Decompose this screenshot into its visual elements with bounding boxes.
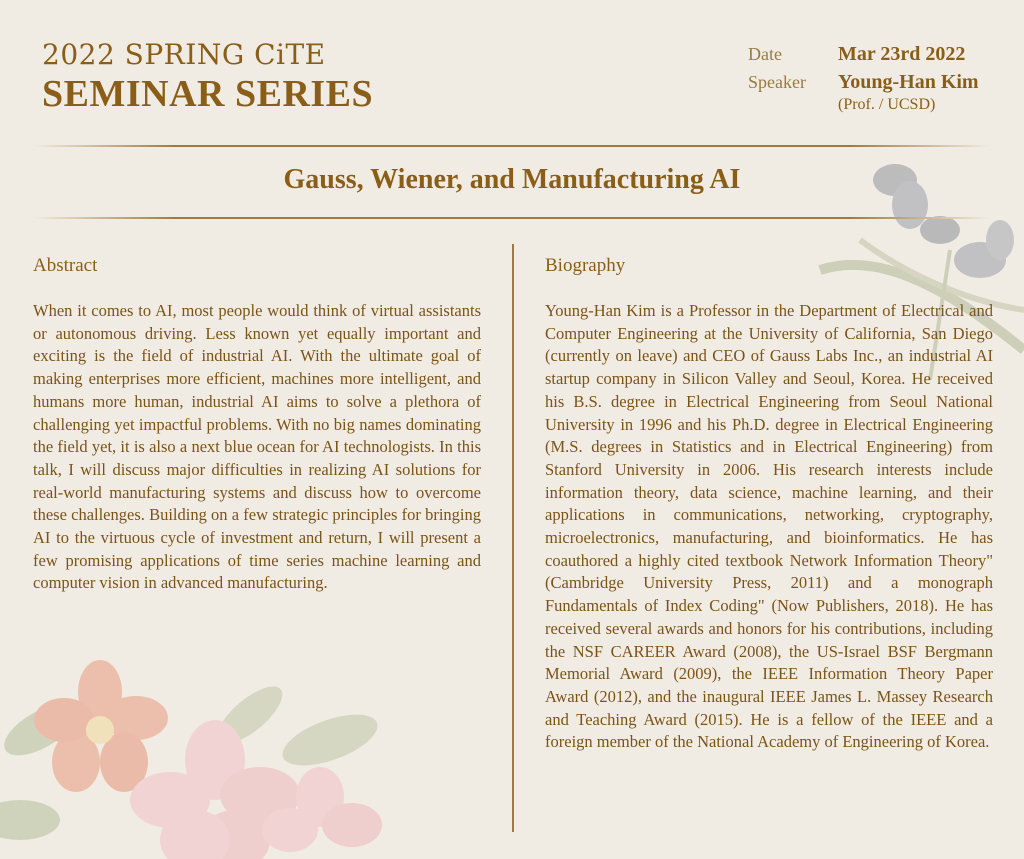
speaker-row <box>748 68 979 96</box>
talk-title: Gauss, Wiener, and Manufacturing AI <box>283 164 741 195</box>
speaker-affiliation: (Prof. / UCSD) <box>838 96 936 113</box>
date-row <box>748 40 979 68</box>
title-divider <box>32 217 992 219</box>
abstract-heading: Abstract <box>33 255 98 276</box>
speaker-name: Young-Han Kim <box>838 70 979 93</box>
series-title: SEMINAR SERIES <box>42 73 374 115</box>
top-divider <box>32 145 992 147</box>
speaker-label: Speaker <box>748 71 806 92</box>
abstract-text: When it comes to AI, most people would think of virtual assistants or autonomous driving. Less known yet equally important and exciting is the field of industrial AI. With the ultimate goal of making enterprises more efficient, machines more intelligent, and humans more human, industrial AI aims to solve a plethora of challenging yet impactful problems. With no big names dominating the field yet, it is also a next blue ocean for AI technologists. In this talk, I will discuss major difficulties in realizing AI solutions for real-world manufacturing systems and discuss how to overcome these challenges. Building on a few strategic principles for bringing AI to the virtuous cycle of investment and return, I will present a few promising applications of time series machine learning and computer vision in advanced manufacturing. <box>33 301 481 593</box>
date-value: Mar 23rd 2022 <box>838 42 966 65</box>
flower-illustration <box>0 620 420 859</box>
column-divider <box>512 244 514 832</box>
series-year: 2022 SPRING CiTE <box>42 38 326 71</box>
seminar-meta <box>748 40 979 114</box>
biography-heading: Biography <box>545 255 626 276</box>
date-label: Date <box>748 43 782 64</box>
biography-text: Young-Han Kim is a Professor in the Department of Electrical and Computer Engineering at the University of California, San Diego (currently on leave) and CEO of Gauss Labs Inc., an industrial AI startup company in Silicon Valley and Seoul, Korea. He received his B.S. degree in Electrical Engineering from Seoul National University in 1996 and his Ph.D. degree in Electrical Engineering (M.S. degrees in Statistics and in Electrical Engineering) from Stanford University in 2006. His research interests include information theory, data science, machine learning, and their applications in communications, networking, cryptography, microelectronics, manufacturing, and bioinformatics. He has coauthored a highly cited textbook Network Information Theory" (Cambridge University Press, 2011) and a monograph Fundamentals of Index Coding" (Now Publishers, 2018). He has received several awards and honors for his contributions, including the NSF CAREER Award (2008), the US-Israel BSF Bergmann Memorial Award (2009), the IEEE Information Theory Paper Award (2012), and the inaugural IEEE James L. Massey Research and Teaching Award (2015). He is a fellow of the IEEE and a foreign member of the National Academy of Engineering of Korea. <box>545 301 993 752</box>
